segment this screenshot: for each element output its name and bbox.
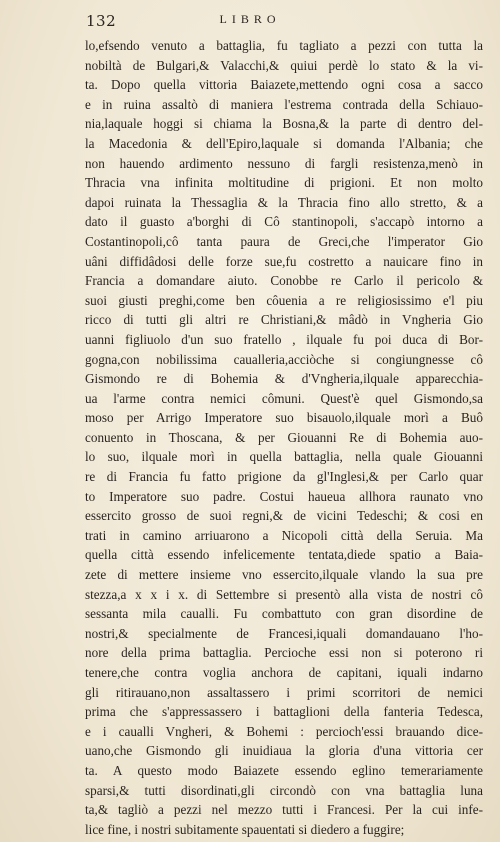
text-line: Thracia vna infinita moltitudine di prigioni. Et non molto (85, 175, 483, 191)
text-line: re di Francia fu fatto prigione da gl'Inglesi,& per Carlo quar (85, 469, 483, 485)
text-line: ricco di tutti gli altri re Christiani,& mâdò in Vngheria Gio (85, 312, 483, 328)
text-line: gogna,con nobilissima caualleria,acciòche si congiungnesse cô (85, 351, 483, 367)
text-line: uanni figliuolo d'un suo fratello , ilquale fu poi duca di Bor- (85, 331, 483, 347)
text-line: Costantinopoli,cô tanta paura de Greci,che l'imperator Gio (85, 233, 483, 249)
text-line: suoi giusti preghi,come ben côuenia a re religiosissimo e'l piu (85, 292, 483, 308)
running-title: LIBRO (219, 12, 281, 26)
page-number: 132 (86, 12, 117, 30)
text-line: nore della prima battaglia. Percioche essi non si poterono ri (85, 645, 483, 661)
text-line: ua l'arme contra nemici cômuni. Quest'è quel Gismondo,sa (85, 390, 483, 406)
text-line: zete di mettere insieme vno essercito,ilquale vlando la sua pre (85, 567, 483, 583)
text-line: nia,laquale hoggi si chiama la Bosna,& la parte di dentro del- (85, 116, 483, 132)
text-line: ta. A questo modo Baiazete essendo eglino temerariamente (85, 762, 483, 778)
page-header (0, 0, 500, 40)
text-line: non hauendo ardimento nessuno di fargli resistenza,menò in (85, 155, 483, 171)
text-line: sparsi,& tutti disordinati,gli circondò con vna battaglia luna (85, 782, 483, 798)
text-line: stezza,a x x i x. di Settembre si presentò alla vista de nostri cô (85, 586, 483, 602)
text-line: essercito grosso de suoi regni,& de vicini Tedeschi; & cosi en (85, 508, 483, 524)
text-line: ta. Dopo quella vittoria Baiazete,mettendo ogni cosa a sacco (85, 77, 483, 93)
text-line: dato il guasto a'borghi di Cô stantinopoli, s'accapò intorno a (85, 214, 483, 230)
text-line: moso per Arrigo Imperatore suo bisauolo,ilquale morì a Buô (85, 410, 483, 426)
text-line: prima che s'appressassero i battaglioni della fanteria Tedesca, (85, 704, 483, 720)
text-line: la Macedonia & dell'Epiro,laquale si domanda l'Albania; che (85, 135, 483, 151)
text-line: nobiltà de Bulgari,& Valacchi,& quiui perdè lo stato & la vi- (85, 57, 483, 73)
text-line: nostri,& specialmente de Francesi,iquali domandauano l'ho- (85, 625, 483, 641)
text-line: uano,che Gismondo gli inuidiaua la gloria d'una vittoria cer (85, 743, 483, 759)
text-line: e in ruina assaltò di maniera l'estrema contrada della Schiauo- (85, 96, 483, 112)
text-line: lo,efsendo venuto a battaglia, fu tagliato a pezzi con tutta la (85, 38, 483, 53)
text-line: e i caualli Vngheri, & Bohemi : percioch'essi brauando dice- (85, 723, 483, 739)
text-line: conuento in Thoscana, & per Giouanni Re di Bohemia auo- (85, 429, 483, 445)
text-line: ta,& tagliò a pezzi nel mezzo tutti i Francesi. Per la cui infe- (85, 802, 483, 818)
text-line: Francia a domandare aiuto. Conobbe re Carlo il pericolo & (85, 273, 483, 289)
text-line: uâni diffidâdosi delle forze sue,fu costretto a nauicare fino in (85, 253, 483, 269)
text-line: dapoi ruinata la Thessaglia & la Thracia fino allo stretto, & a (85, 194, 483, 210)
body-text (85, 36, 483, 839)
text-line: tenere,che contra voglia anchora de capitani, iquali indarno (85, 665, 483, 680)
text-line: trati in camino arriuarono a Nicopoli città della Seruia. Ma (85, 527, 483, 543)
text-line: quella città essendo infelicemente tentata,diede spatio a Baia- (85, 547, 483, 563)
text-line: sessanta mila caualli. Fu combattuto con gran disordine de (85, 606, 483, 622)
text-line: to Imperatore suo padre. Costui haueua allhora raunato vno (85, 488, 483, 504)
text-line: gli ritirauano,non assaltassero i primi scorritori de nemici (85, 684, 483, 700)
text-line: lo suo, ilquale morì in quella battaglia, nella quale Giouanni (85, 449, 483, 465)
text-line: Gismondo re di Bohemia & d'Vngheria,ilquale apparecchia- (85, 371, 483, 387)
text-line: lice fine, i nostri subitamente spauentati si diedero a fuggire; (85, 821, 405, 837)
